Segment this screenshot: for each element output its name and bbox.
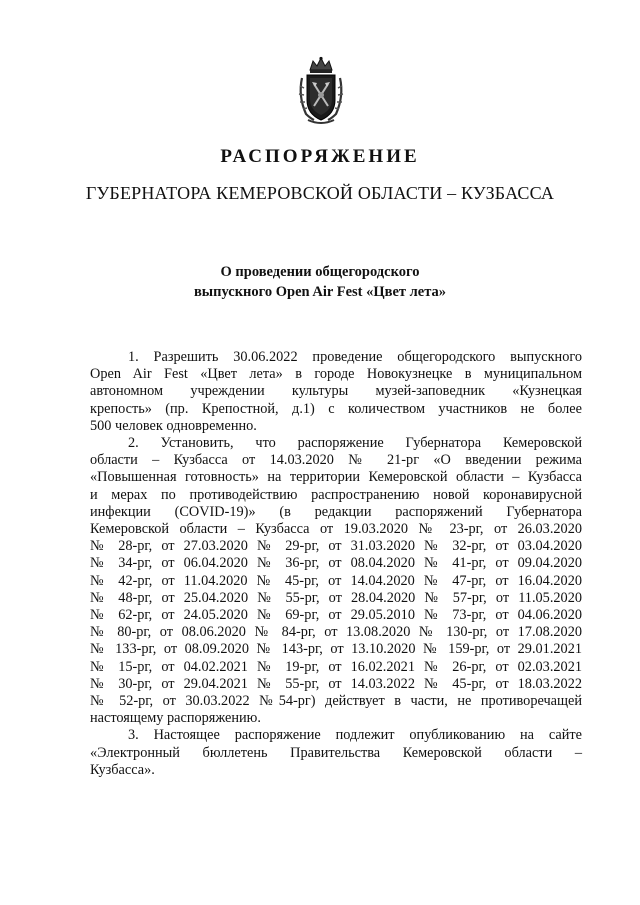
paragraph-line: и мерах по противодействию распространению новой коронавирусной bbox=[90, 486, 582, 503]
paragraph-line: крепость» (пр. Крепостной, д.1) с количеством участников не более bbox=[90, 400, 582, 417]
paragraph-line: настоящему распоряжению. bbox=[90, 710, 261, 727]
coat-of-arms-emblem bbox=[296, 56, 346, 126]
paragraph-line: № 133-рг, от 08.09.2020 № 143-рг, от 13.10.2020 № 159-рг, от 29.01.2021 bbox=[90, 641, 582, 658]
paragraph-2 bbox=[90, 435, 582, 727]
paragraph-1 bbox=[90, 349, 582, 435]
paragraph-line: Open Air Fest «Цвет лета» в городе Новокузнецке в муниципальном bbox=[90, 366, 582, 383]
paragraph-line: 500 человек одновременно. bbox=[90, 417, 257, 434]
paragraph-line: Кузбасса». bbox=[90, 761, 155, 778]
paragraph-line: № 30-рг, от 29.04.2021 № 55-рг, от 14.03.2022 № 45-рг, от 18.03.2022 bbox=[90, 675, 582, 692]
paragraph-line: 2. Установить, что распоряжение Губернатора Кемеровской bbox=[128, 435, 582, 452]
issuer-heading: ГУБЕРНАТОРА КЕМЕРОВСКОЙ ОБЛАСТИ – КУЗБАССА bbox=[85, 183, 555, 203]
paragraph-line: автономном учреждении культуры музей-заповедник «Кузнецкая bbox=[90, 383, 582, 400]
paragraph-line: № 28-рг, от 27.03.2020 № 29-рг, от 31.03.2020 № 32-рг, от 03.04.2020 bbox=[90, 538, 582, 555]
paragraph-line: № 42-рг, от 11.04.2020 № 45-рг, от 14.04.2020 № 47-рг, от 16.04.2020 bbox=[90, 572, 582, 589]
paragraph-line: № 52-рг, от 30.03.2022 №54-рг) действует в части, не противоречащей bbox=[90, 693, 582, 710]
paragraph-line: № 48-рг, от 25.04.2020 № 55-рг, от 28.04.2020 № 57-рг, от 11.05.2020 bbox=[90, 589, 582, 606]
subject-line-1: О проведении общегородского bbox=[220, 264, 420, 280]
paragraph-line: № 62-рг, от 24.05.2020 № 69-рг, от 29.05.2010 № 73-рг, от 04.06.2020 bbox=[90, 607, 582, 624]
document-subject bbox=[0, 262, 640, 302]
document-type-heading: РАСПОРЯЖЕНИЕ bbox=[220, 146, 420, 167]
paragraph-line: № 34-рг, от 06.04.2020 № 36-рг, от 08.04.2020 № 41-рг, от 09.04.2020 bbox=[90, 555, 582, 572]
paragraph-line: «Электронный бюллетень Правительства Кемеровской области – bbox=[90, 744, 582, 761]
paragraph-line: № 80-рг, от 08.06.2020 № 84-рг, от 13.08.2020 № 130-рг, от 17.08.2020 bbox=[90, 624, 582, 641]
paragraph-line: области – Кузбасса от 14.03.2020 № 21-рг «О введении режима bbox=[90, 452, 582, 469]
document-body bbox=[90, 349, 582, 779]
paragraph-line: инфекции (COVID-19)» (в редакции распоряжений Губернатора bbox=[90, 503, 582, 520]
subject-line-2: выпускного Open Air Fest «Цвет лета» bbox=[193, 284, 447, 300]
paragraph-line: 1. Разрешить 30.06.2022 проведение общегородского выпускного bbox=[128, 349, 582, 365]
paragraph-line: Кемеровской области – Кузбасса от 19.03.2020 № 23-рг, от 26.03.2020 bbox=[90, 521, 582, 538]
paragraph-line: 3. Настоящее распоряжение подлежит опубликованию на сайте bbox=[128, 727, 582, 744]
paragraph-line: «Повышенная готовность» на территории Кемеровской области – Кузбасса bbox=[90, 469, 582, 486]
paragraph-line: № 15-рг, от 04.02.2021 № 19-рг, от 16.02.2021 № 26-рг, от 02.03.2021 bbox=[90, 658, 582, 675]
paragraph-3 bbox=[90, 727, 582, 779]
